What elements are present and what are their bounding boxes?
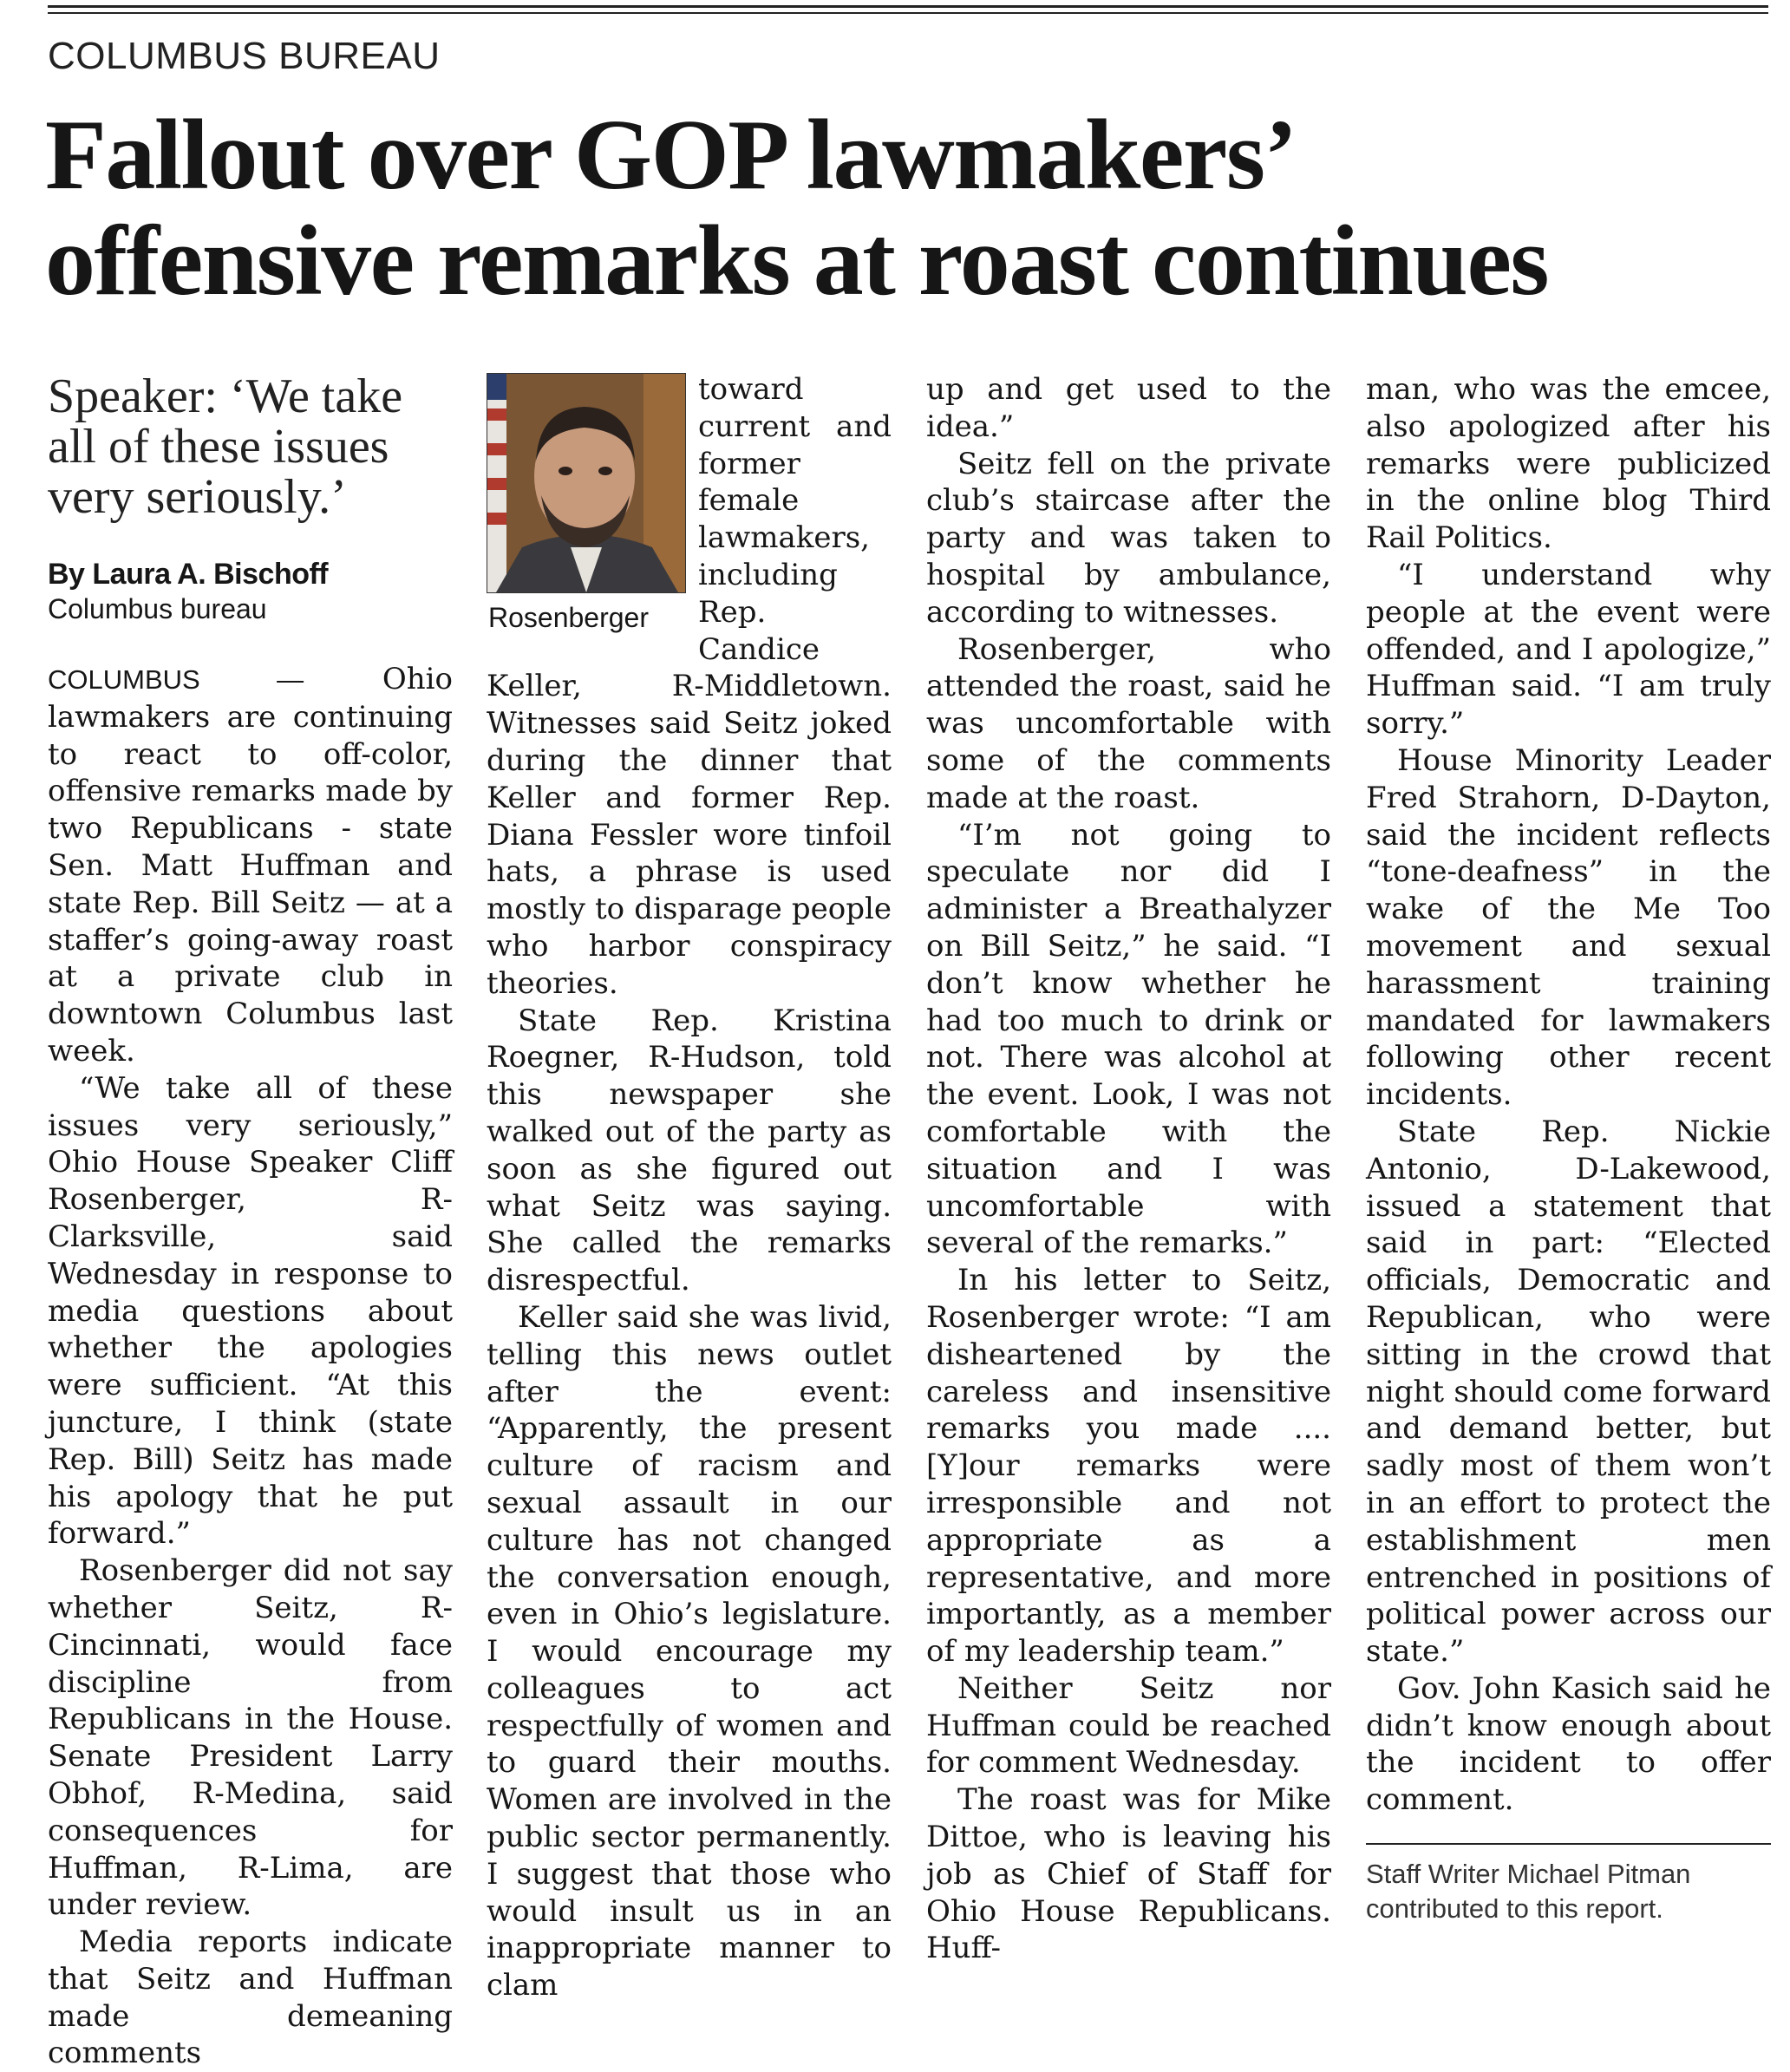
article-column-4 (1366, 371, 1771, 1926)
paragraph: Gov. John Kasich said he didn’t know enough about the incident to offer comment. (1366, 1670, 1771, 1818)
dateline: COLUMBUS — (48, 664, 304, 695)
headline-line-2: offensive remarks at roast continues (45, 206, 1549, 317)
top-rule (48, 5, 1768, 8)
paragraph: man, who was the emcee, also apologized after his remarks were publicized in the online blog Third Rail Politics. (1366, 372, 1771, 556)
paragraph: House Minority Leader Fred Strahorn, D-Dayton, said the incident reflects “tone-deafness” in the wake of the Me Too movement and sexual harassment training mandated for lawmakers following other recent incidents. (1366, 742, 1771, 1113)
paragraph: Neither Seitz nor Huffman could be reached for comment Wednesday. (926, 1670, 1331, 1781)
paragraph-text: Ohio lawmakers are continuing to react to off-color, offensive remarks made by two Republicans - state Sen. Matt Huffman and state Rep. Bill Seitz — at a staffer’s going-away roast at a private club in downtown Columbus last week. (48, 662, 453, 1069)
credit-divider (1366, 1843, 1771, 1845)
paragraph: toward current and former female lawmakers, including Rep. Candice Keller, R-Middletown. Witnesses said Seitz joked during the dinner that Keller and former Rep. Diana Fessler wore tinfoil hats, a phrase is used mostly to disparage people who harbor conspiracy theories. (487, 372, 892, 1001)
paragraph: “I’m not going to speculate nor did I administer a Breathalyzer on Bill Seitz,” he said. “I don’t know whether he had too much to drink or not. There was alcohol at the event. Look, I was not comfortable with the situation and I was uncomfortable with several of the remarks.” (926, 817, 1331, 1261)
paragraph: Rosenberger, who attended the roast, said he was uncomfortable with some of the comments made at the roast. (926, 631, 1331, 815)
contributor-credit: Staff Writer Michael Pitman contributed to this report. (1366, 1859, 1691, 1925)
photo-figure (487, 371, 686, 635)
paragraph: Seitz fell on the private club’s staircase after the party and was taken to hospital by ambulance, according to witnesses. (926, 446, 1331, 630)
portrait-photo (487, 373, 686, 593)
photo-caption: Rosenberger (488, 602, 649, 633)
article-column-3 (926, 371, 1331, 1967)
article-column-2 (487, 371, 892, 2004)
paragraph: State Rep. Nickie Antonio, D-Lakewood, issued a statement that said in part: “Elected officials, Democratic and Republican, who were sitting in the crowd that night should come forward and demand better, but sadly most of them won’t in an effort to protect the establishment men entrenched in positions of political power across our state.” (1366, 1114, 1771, 1670)
byline: By Laura A. Bischoff (48, 558, 329, 591)
paragraph: Keller said she was livid, telling this news outlet after the event: “Apparently, the present culture of racism and sexual assault in our culture has not changed the conversation enough, even in Ohio’s legislature. I would encourage my colleagues to act respectfully of women and to guard their mouths. Women are involved in the public sector permanently. I suggest that those who would insult us in an inappropriate manner to clam (487, 1299, 892, 2003)
article-column-1 (48, 371, 453, 2072)
paragraph: “We take all of these issues very seriously,” Ohio House Speaker Cliff Rosenberger, R-Clarksville, said Wednesday in response to media questions about whether the apologies were sufficient. “At this juncture, I think (state Rep. Bill) Seitz has made his apology that he put forward.” (48, 1070, 453, 1552)
paragraph: Rosenberger did not say whether Seitz, R-Cincinnati, would face discipline from Republicans in the House. Senate President Larry Obhof, R-Medina, said consequences for Huffman, R-Lima, are under review. (48, 1553, 453, 1923)
paragraph: The roast was for Mike Dittoe, who is leaving his job as Chief of Staff for Ohio House Republicans. Huff- (926, 1782, 1331, 1966)
byline-affiliation: Columbus bureau (48, 593, 267, 624)
paragraph: State Rep. Kristina Roegner, R-Hudson, told this newspaper she walked out of the party as soon as she figured out what Seitz was saying. She called the remarks disrespectful. (487, 1003, 892, 1298)
deck: Speaker: ‘We take all of these issues very seriously.’ (48, 369, 403, 524)
headline-line-1: Fallout over GOP lawmakers’ (45, 100, 1297, 211)
top-rule-thin (48, 12, 1768, 14)
paragraph: up and get used to the idea.” (926, 372, 1331, 444)
paragraph: In his letter to Seitz, Rosenberger wrote: “I am disheartened by the careless and insensitive remarks you made .... [Y]our remarks were irresponsible and not appropriate as a representative, and more importantly, as a member of my leadership team.” (926, 1263, 1331, 1670)
headline (45, 100, 1780, 317)
paragraph: “I understand why people at the event were offended, and I apologize,” Huffman said. “I am truly sorry.” (1366, 557, 1771, 742)
paragraph: Media reports indicate that Seitz and Huffman made demeaning comments (48, 1925, 453, 2071)
paragraph (48, 661, 453, 1070)
section-label: COLUMBUS BUREAU (48, 35, 441, 77)
